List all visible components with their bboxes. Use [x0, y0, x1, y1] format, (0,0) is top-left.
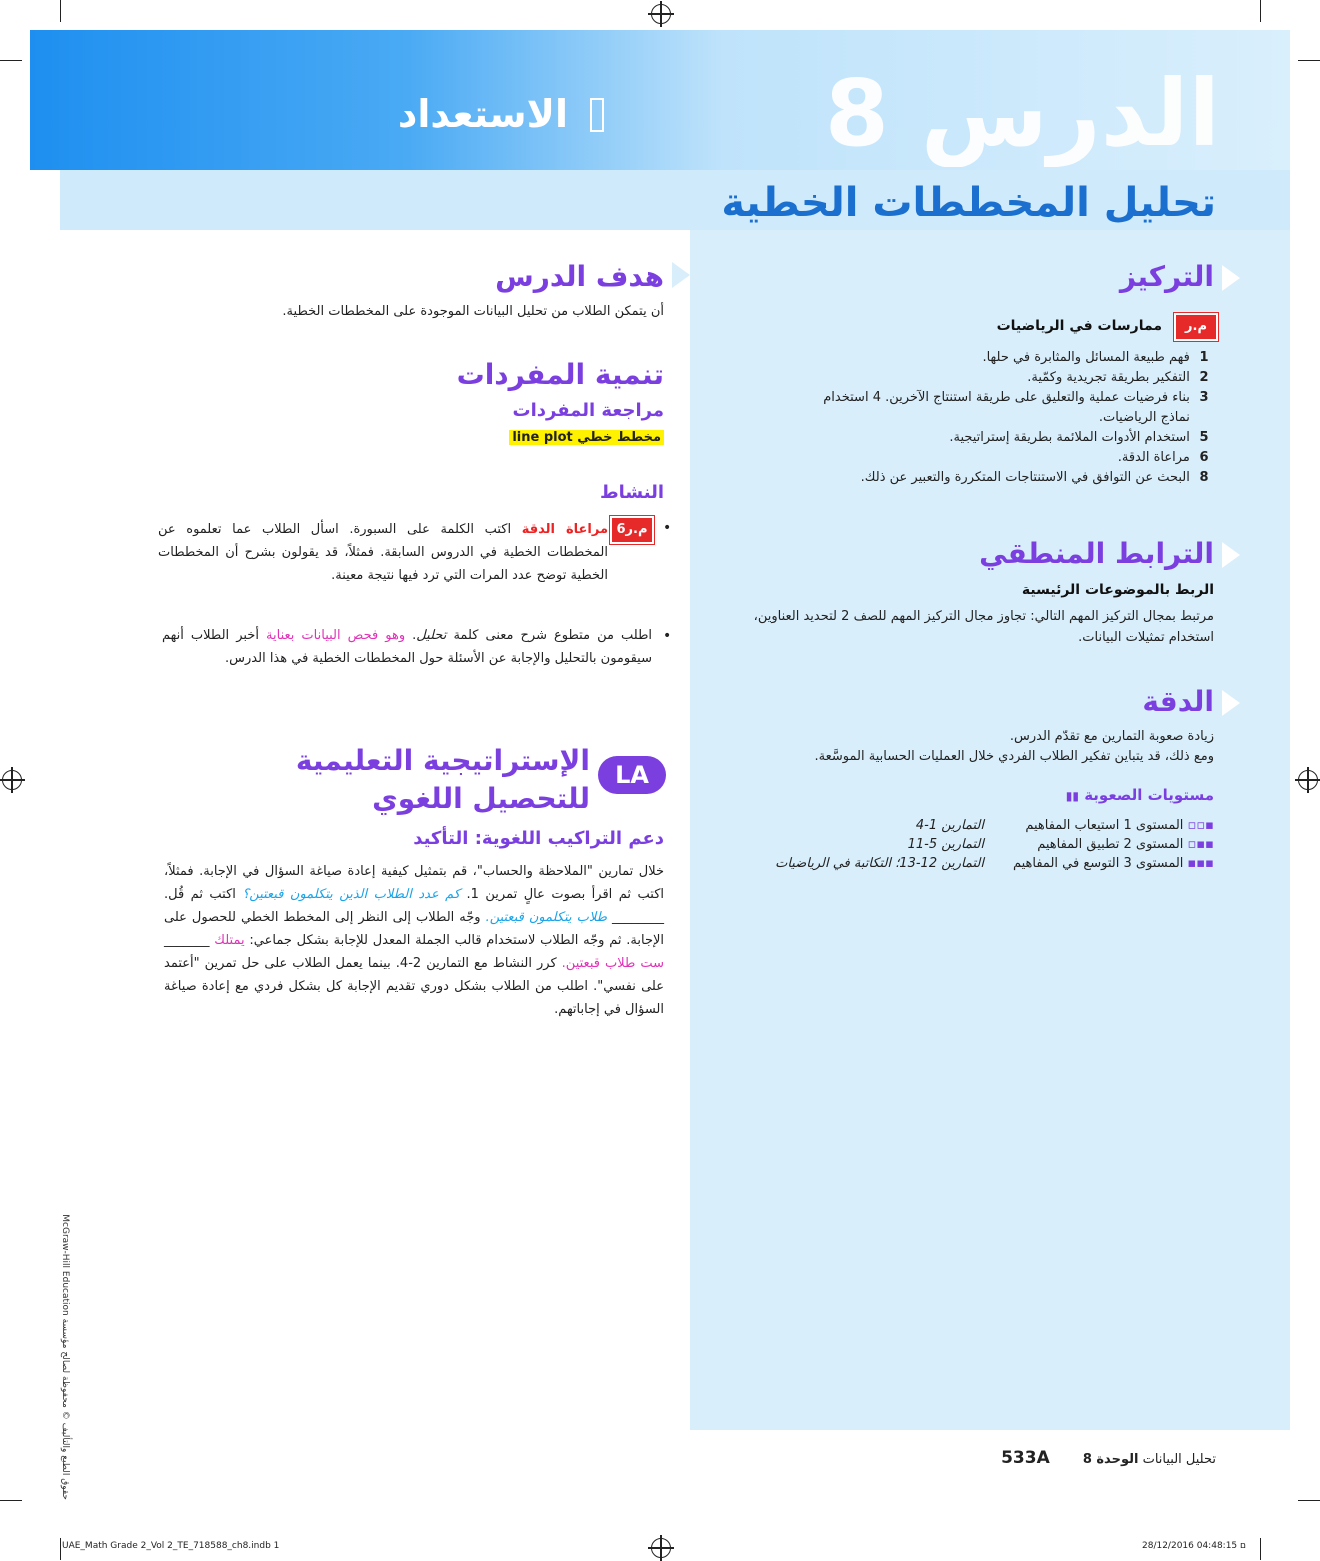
coherence-text: مرتبط بمجال التركيز المهم التالي: تجاوز مجال التركيز المهم للصف 2 لتحديد العناوين، استخدام تمثيلات البيانات. [753, 609, 1214, 645]
mp-badge: م.ر6 [610, 516, 654, 544]
crop-mark [1260, 1538, 1261, 1560]
registration-mark-icon [651, 1538, 671, 1558]
vocab-term: مخطط خطي line plot [509, 430, 664, 445]
registration-mark-icon [2, 770, 22, 790]
table-row [714, 854, 1214, 873]
activity-bullet-1: مراعاة الدقة اكتب الكلمة على السبورة. اسأل الطلاب عما تعلموه عن المخططات الخطية في الدروس السابقة. فمثلاً، قد يقولون بشرح أن المخططات الخطية توضح عدد المرات التي ترد فيها نتيجة معينة. [158, 522, 609, 583]
list-item: 2 التفكير بطريقة تجريدية وكمّية. [1027, 370, 1209, 385]
crop-mark [1298, 60, 1320, 61]
list-item: 6 مراعاة الدقة. [1117, 450, 1209, 465]
crop-mark [60, 0, 61, 22]
strategy-text: خلال تمارين "الملاحظة والحساب"، قم بتمثيل كيفية إعادة صياغة السؤال في الإجابة. فمثلاً، اكتب ثم اقرأ بصوت عالٍ تمرين 1. كم عدد الطلاب الذين يتكلمون قبعتين؟ اكتب ثم قُل. ________ طلاب يتكلمون قبعتين. وجّه الطلاب إلى النظر إلى المخطط الخطي للحصول على الإجابة. ثم وجّه الطلاب لاستخدام قالب الجملة المعدل للإجابة بشكل جماعي: يمتلك _______ ست طلاب قبعتين. كرر النشاط مع التمارين 2-4. بينما يعمل الطلاب على حل تمرين "أعتمد على نفسي". اطلب من الطلاب بشكل دوري تقديم الإجابة كل بشكل فردي مع إعادة صياغة السؤال في إجاباتهم. [164, 864, 665, 1017]
list-item: 3 بناء فرضيات عملية والتعليق على طريقة استنتاج الآخرين. 4 استخدام [823, 390, 1209, 405]
exercise-cell: التمارين 12-13؛ التكاتبة في الرياضيات [775, 856, 984, 871]
difficulty-levels-title: مستويات الصعوبة ▮▮ [1065, 786, 1214, 804]
file-timestamp: 28/12/2016 04:48:15 ם [1142, 1541, 1246, 1551]
activity-bullet-2: اطلب من متطوع شرح معنى كلمة تحليل. وهو فحص البيانات بعناية أخبر الطلاب أنهم سيقومون بالتحليل والإجابة عن الأسئلة حول المخططات الخطية في هذا الدرس. [162, 628, 653, 666]
section-arrow-icon [1222, 265, 1240, 291]
crop-mark [1298, 1500, 1320, 1501]
activity-heading: النشاط [599, 482, 664, 503]
section-arrow-icon [672, 262, 690, 288]
exercise-cell: التمارين 5-11 [907, 837, 984, 852]
vocab-subheading: مراجعة المفردات [512, 400, 664, 421]
section-arrow-icon [1222, 690, 1240, 716]
objective-heading: هدف الدرس [495, 260, 664, 293]
vocab-heading: تنمية المفردات [456, 358, 664, 391]
level-cell: ▪▪▪ المستوى 3 التوسع في المفاهيم [1012, 856, 1214, 871]
side-credit: حقوق الطبع والتأليف © محفوظة لصالح مؤسسة McGraw-Hill Education [60, 1214, 70, 1500]
list-item: 5 استخدام الأدوات الملائمة بطريقة إستراتيجية. [949, 430, 1209, 445]
list-item: 8 البحث عن التوافق في الاستنتاجات المتكررة والتعبير عن ذلك. [860, 470, 1209, 485]
crop-mark [60, 1538, 61, 1560]
file-info: UAE_Math Grade 2_Vol 2_TE_718588_ch8.indb 1 [62, 1541, 280, 1551]
rigor-line-2: ومع ذلك، قد يتباين تفكير الطلاب الفردي خلال العمليات الحسابية الموسَّعة. [814, 749, 1214, 764]
focus-heading: التركيز [1119, 260, 1214, 293]
registration-mark-icon [1298, 770, 1318, 790]
rigor-heading: الدقة [1142, 685, 1214, 718]
registration-mark-icon [651, 4, 671, 24]
objective-text: أن يتمكن الطلاب من تحليل البيانات الموجودة على المخططات الخطية. [282, 304, 664, 319]
ready-label: الاستعداد [397, 92, 568, 136]
crop-mark [1260, 0, 1261, 22]
page-footer: تحليل البيانات الوحدة 8 533A [1001, 1448, 1216, 1468]
bullet-icon: • [663, 520, 672, 536]
lesson-number: الدرس 8 [824, 60, 1220, 167]
chapter-title: تحليل المخططات الخطية [721, 180, 1216, 226]
crop-mark [0, 1500, 22, 1501]
list-item: نماذج الرياضيات. [1098, 410, 1190, 425]
exercise-cell: التمارين 1-4 [915, 818, 984, 833]
coherence-heading: الترابط المنطقي [979, 537, 1214, 570]
table-row [714, 835, 1214, 854]
coherence-subheading: الربط بالموضوعات الرئيسية [1021, 582, 1214, 598]
bullet-icon: • [663, 628, 672, 644]
section-arrow-icon [1222, 542, 1240, 568]
focus-subheading: ممارسات في الرياضيات [996, 318, 1162, 334]
level-cell: ▪▫▫ المستوى 1 استيعاب المفاهيم [1025, 818, 1214, 833]
la-badge: LA [598, 756, 666, 794]
mp-badge: م.ر [1174, 313, 1218, 341]
ready-box-icon [590, 98, 604, 132]
list-item: 1 فهم طبيعة المسائل والمثابرة في حلها. [982, 350, 1209, 365]
crop-mark [0, 60, 22, 61]
table-row [714, 816, 1214, 835]
page-number: 533A [1001, 1448, 1050, 1468]
difficulty-levels-table [714, 816, 1214, 873]
level-cell: ▪▪▫ المستوى 2 تطبيق المفاهيم [1037, 837, 1214, 852]
strategy-heading: الإستراتيجية التعليمية للتحصيل اللغوي [295, 744, 590, 815]
strategy-subheading: دعم التراكيب اللغوية: التأكيد [413, 828, 664, 849]
rigor-line-1: زيادة صعوبة التمارين مع تقدّم الدرس. [1009, 729, 1214, 744]
